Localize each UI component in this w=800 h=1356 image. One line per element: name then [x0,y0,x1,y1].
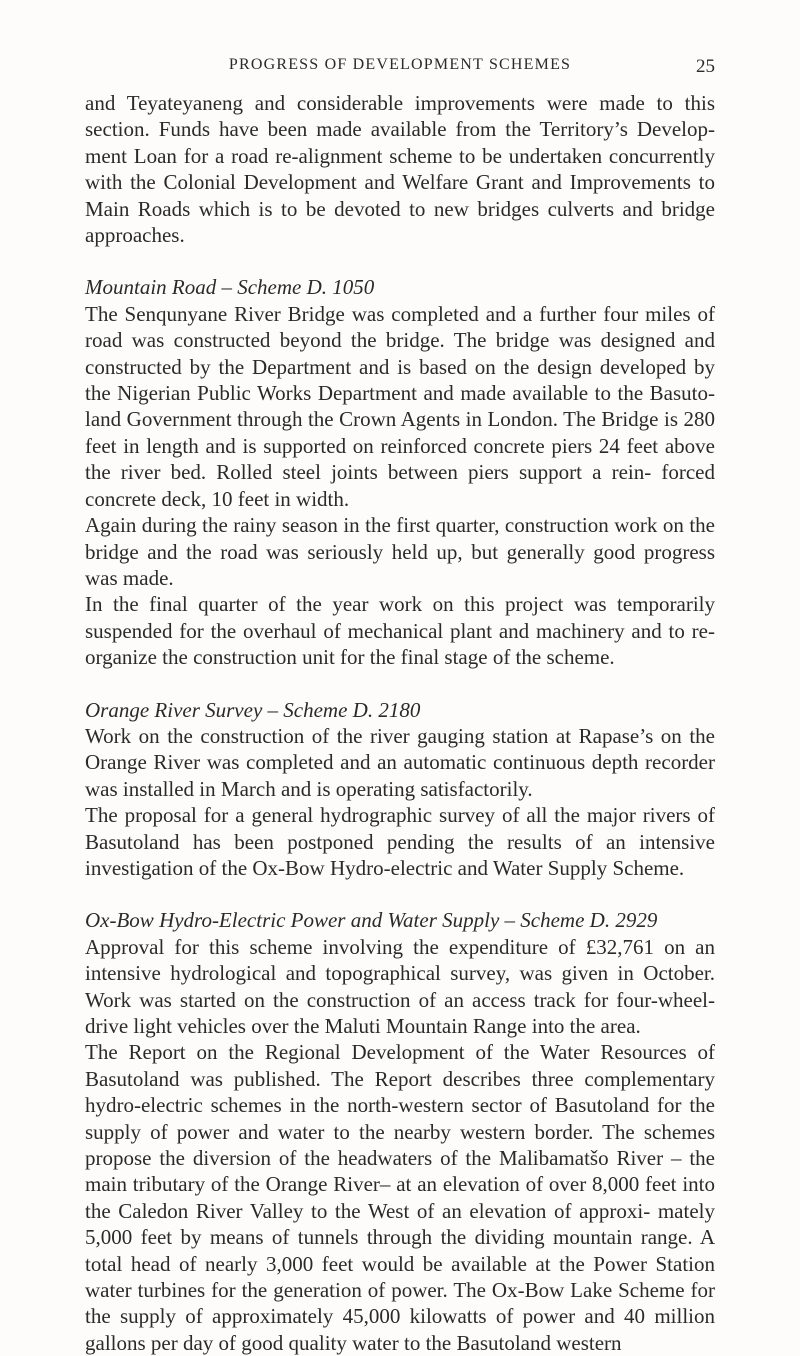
paragraph: The Report on the Regional Development of the Water Resources of Basutoland was published. The Report describes three complementary hydro-electric schemes in the north-western sector of Basutoland for the supply of power and water to the nearby western border. The schemes propose the diversion of the headwaters of the Malibamatšo River – the main tributary of the Orange River– at an elevation of over 8,000 feet into the Caledon River Valley to the West of an elevation of approxi- mately 5,000 feet by means of tunnels through the dividing mountain range. A total head of nearly 3,000 feet would be available at the Power Station water turbines for the generation of power. The Ox-Bow Lake Scheme for the supply of approximately 45,000 kilowatts of power and 40 million gallons per day of good quality water to the Basutoland western [85,1040,715,1355]
section-heading: Orange River Survey – Scheme D. 2180 [85,697,421,722]
running-head-title: PROGRESS OF DEVELOPMENT SCHEMES [228,56,572,73]
body-text [85,90,715,1356]
section-orange-river-survey [85,697,715,882]
paragraph: The proposal for a general hydrographic survey of all the major rivers of Basutoland has been postponed pending the results of an intensive investigation of the Ox-Bow Hydro-electric and Water Supply Scheme. [85,803,715,880]
section-heading: Mountain Road – Scheme D. 1050 [85,275,375,300]
section-mountain-road [85,274,715,670]
intro-paragraph: and Teyateyaneng and considerable improvements were made to this section. Funds have been made available from the Territory’s Develop- ment Loan for a road re-alignment scheme to be undertaken concurrently with the Colonial Development and Welfare Grant and Improvements to Main Roads which is to be devoted to new bridges culverts and bridge approaches. [85,91,715,248]
section-ox-bow-hydro-electric [85,907,715,1356]
document-page [85,56,715,1356]
paragraph: Work on the construction of the river gauging station at Rapase’s on the Orange River was completed and an automatic continuous depth recorder was installed in March and is operating satisfactorily. [85,723,715,801]
paragraph: The Senqunyane River Bridge was completed and a further four miles of road was constructed beyond the bridge. The bridge was designed and constructed by the Department and is based on the design developed by the Nigerian Public Works Department and made available to the Basuto- land Government through the Crown Agents in London. The Bridge is 280 feet in length and is supported on reinforced concrete piers 24 feet above the river bed. Rolled steel joints between piers support a rein- forced concrete deck, 10 feet in width. [85,301,715,511]
page-number: 25 [696,56,715,77]
running-head [85,56,715,84]
paragraph: Approval for this scheme involving the expenditure of £32,761 on an intensive hydrological and topographical survey, was given in October. Work was started on the construction of an access track for four-wheel- drive light vehicles over the Maluti Mountain Range into the area. [85,934,715,1038]
paragraph: In the final quarter of the year work on this project was temporarily suspended for the overhaul of mechanical plant and machinery and to re-organize the construction unit for the final stage of the scheme. [85,592,715,670]
section-heading: Ox-Bow Hydro-Electric Power and Water Supply – Scheme D. 2929 [85,908,658,933]
paragraph: Again during the rainy season in the first quarter, construction work on the bridge and the road was seriously held up, but generally good progress was made. [85,513,715,590]
